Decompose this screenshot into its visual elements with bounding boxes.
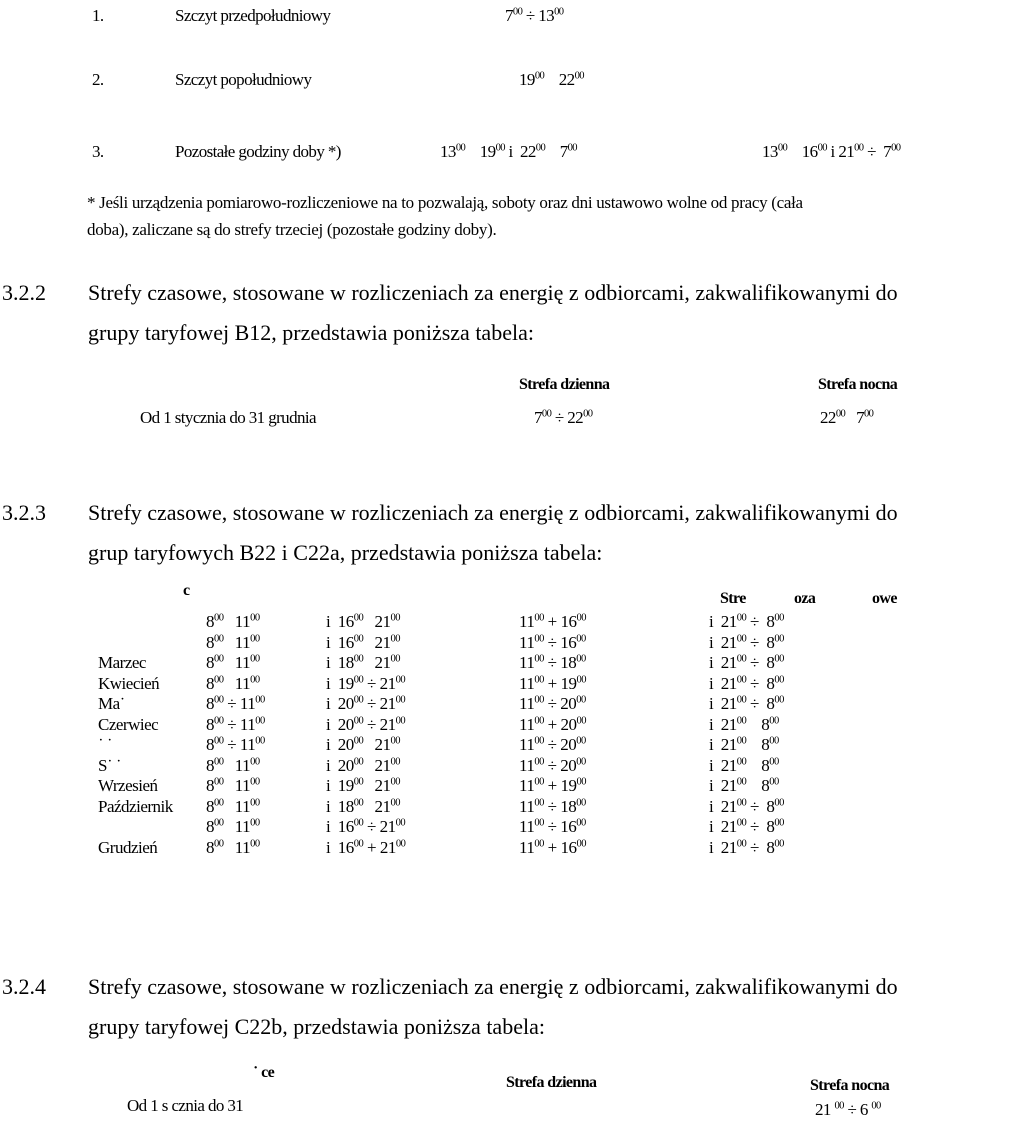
zone-b-cell: i $19^{00}$ $21^{00}$	[326, 776, 401, 796]
zone-d-cell: i $21^{00} \div 8^{00}$	[709, 796, 784, 816]
zone-c-cell: $11^{00} + 19^{00}$	[519, 776, 587, 796]
zone-a-cell: $8^{00}$ $11^{00}$	[206, 653, 260, 673]
zone-c-cell: $11^{00} \div 18^{00}$	[519, 796, 586, 816]
row-number: 2.	[92, 70, 104, 89]
table-row	[98, 756, 839, 777]
column-header-day: Strefa dzienna	[506, 1074, 597, 1091]
zone-d-cell: i $21^{00} \div 8^{00}$	[709, 694, 784, 714]
row-label: Szczyt popołudniowy	[175, 70, 312, 89]
zone-a-cell: $8^{00}$ $11^{00}$	[206, 817, 260, 837]
day-zone-hours: $7^{00} \div 22^{00}$	[534, 408, 593, 427]
zone-a-cell: $8^{00}$ $11^{00}$	[206, 776, 260, 796]
footnote-line-2: doba), zaliczane są do strefy trzeciej (pozostałe godziny doby).	[87, 220, 497, 239]
section-text-line-1: Strefy czasowe, stosowane w rozliczeniach za energię z odbiorcami, zakwalifikowanymi do	[88, 280, 898, 305]
summer-hours: $19^{00}$ $22^{00}$	[519, 70, 584, 89]
table-row	[98, 694, 839, 715]
night-zone-hours: $22^{00}$ $7^{00}$	[820, 408, 874, 427]
table-row	[98, 612, 839, 633]
zone-d-cell: i $21^{00} \div 8^{00}$	[709, 612, 784, 632]
winter-hours: $13^{00}$ $16^{00}$ i $21^{00} \div 7^{00}$	[762, 142, 901, 161]
zone-c-cell: $11^{00} \div 16^{00}$	[519, 817, 586, 837]
zone-a-cell: $8^{00}$ $11^{00}$	[206, 796, 260, 816]
table-row	[98, 797, 839, 818]
month-cell: Grudzień	[98, 837, 158, 857]
zone-b-cell: i $18^{00}$ $21^{00}$	[326, 796, 401, 816]
zone-a-cell: $8^{00}$ $11^{00}$	[206, 673, 260, 693]
table-row	[98, 735, 839, 756]
zone-b-cell: i $16^{00} + 21^{00}$	[326, 837, 406, 857]
zone-c-cell: $11^{00} \div 20^{00}$	[519, 755, 586, 775]
column-header-left: c	[183, 582, 190, 599]
monthly-zones-table	[98, 612, 839, 858]
month-cell	[98, 633, 206, 654]
row-label: Od 1 s cznia do 31	[127, 1096, 244, 1115]
zone-d-cell: i $21^{00} \div 8^{00}$	[709, 817, 784, 837]
zone-b-cell: i $16^{00}$ $21^{00}$	[326, 612, 401, 632]
month-cell: Październik	[98, 796, 173, 816]
column-header-oza: oza	[794, 590, 816, 607]
zone-c-cell: $11^{00} \div 20^{00}$	[519, 735, 586, 755]
zone-a-cell: $8^{00} \div 11^{00}$	[206, 694, 265, 714]
zone-d-cell: i $21^{00} \div 8^{00}$	[709, 837, 784, 857]
column-header-night: Strefa nocna	[810, 1077, 890, 1094]
table-row	[98, 633, 839, 654]
column-header-stre: Stre	[720, 590, 746, 607]
month-cell: ˙ ˙	[98, 735, 113, 755]
month-cell: Kwiecień	[98, 673, 160, 693]
column-header-left: ˙ ce	[253, 1064, 275, 1081]
zone-b-cell: i $20^{00} \div 21^{00}$	[326, 694, 406, 714]
zone-a-cell: $8^{00}$ $11^{00}$	[206, 612, 260, 632]
summer-hours: $7^{00} \div 13^{00}$	[505, 6, 564, 25]
zone-b-cell: i $20^{00}$ $21^{00}$	[326, 755, 401, 775]
zone-b-cell: i $18^{00}$ $21^{00}$	[326, 653, 401, 673]
zone-b-cell: i $16^{00} \div 21^{00}$	[326, 817, 406, 837]
section-text-line-1: Strefy czasowe, stosowane w rozliczeniach za energię z odbiorcami, zakwalifikowanymi do	[88, 500, 898, 525]
column-header-night: Strefa nocna	[818, 376, 898, 393]
month-cell: Czerwiec	[98, 714, 159, 734]
zone-a-cell: $8^{00}$ $11^{00}$	[206, 632, 260, 652]
zone-c-cell: $11^{00} + 19^{00}$	[519, 673, 587, 693]
table-row	[98, 817, 839, 838]
column-header-day: Strefa dzienna	[519, 376, 610, 393]
table-row	[98, 715, 839, 736]
zone-c-cell: $11^{00} \div 18^{00}$	[519, 653, 586, 673]
month-cell: Ma˙	[98, 694, 125, 714]
zone-a-cell: $8^{00} \div 11^{00}$	[206, 714, 265, 734]
table-row	[98, 776, 839, 797]
table-row	[98, 653, 839, 674]
row-number: 1.	[92, 6, 104, 25]
zone-d-cell: i $21^{00} \div 8^{00}$	[709, 653, 784, 673]
zone-c-cell: $11^{00} \div 16^{00}$	[519, 632, 586, 652]
summer-hours: $13^{00}$ $19^{00}$ i $22^{00}$ $7^{00}$	[440, 142, 577, 161]
table-row	[98, 838, 839, 859]
zone-a-cell: $8^{00}$ $11^{00}$	[206, 837, 260, 857]
footnote-line-1: * Jeśli urządzenia pomiarowo-rozliczeniowe na to pozwalają, soboty oraz dni ustawowo wolne od pracy (cała	[87, 193, 803, 212]
zone-c-cell: $11^{00} \div 20^{00}$	[519, 694, 586, 714]
zone-a-cell: $8^{00} \div 11^{00}$	[206, 735, 265, 755]
row-label: Pozostałe godziny doby *)	[175, 142, 341, 161]
month-cell: S˙ ˙	[98, 755, 122, 775]
row-label: Od 1 stycznia do 31 grudnia	[140, 408, 316, 427]
zone-d-cell: i $21^{00}$ $8^{00}$	[709, 776, 779, 796]
zone-b-cell: i $20^{00} \div 21^{00}$	[326, 714, 406, 734]
row-number: 3.	[92, 142, 104, 161]
zone-d-cell: i $21^{00}$ $8^{00}$	[709, 735, 779, 755]
section-text-line-2: grupy taryfowej C22b, przedstawia poniższa tabela:	[88, 1014, 545, 1039]
zone-d-cell: i $21^{00}$ $8^{00}$	[709, 755, 779, 775]
table-row	[98, 674, 839, 695]
column-header-owe: owe	[872, 590, 897, 607]
zone-b-cell: i $19^{00} \div 21^{00}$	[326, 673, 406, 693]
zone-b-cell: i $20^{00}$ $21^{00}$	[326, 735, 401, 755]
night-zone-hours: 21 $^{00}$ ÷ 6 $^{00}$	[815, 1100, 881, 1119]
month-cell: Marzec	[98, 653, 146, 673]
zone-b-cell: i $16^{00}$ $21^{00}$	[326, 632, 401, 652]
section-text-line-1: Strefy czasowe, stosowane w rozliczeniach za energię z odbiorcami, zakwalifikowanymi do	[88, 974, 898, 999]
section-text-line-2: grupy taryfowej B12, przedstawia poniższa tabela:	[88, 320, 534, 345]
section-number: 3.2.2	[2, 280, 46, 305]
zone-d-cell: i $21^{00}$ $8^{00}$	[709, 714, 779, 734]
zone-c-cell: $11^{00} + 16^{00}$	[519, 837, 587, 857]
month-cell: Wrzesień	[98, 776, 158, 796]
zone-d-cell: i $21^{00} \div 8^{00}$	[709, 673, 784, 693]
zone-d-cell: i $21^{00} \div 8^{00}$	[709, 632, 784, 652]
month-cell	[98, 817, 206, 838]
section-number: 3.2.3	[2, 500, 46, 525]
section-text-line-2: grup taryfowych B22 i C22a, przedstawia poniższa tabela:	[88, 540, 603, 565]
zone-c-cell: $11^{00} + 16^{00}$	[519, 612, 587, 632]
month-cell	[98, 612, 206, 633]
zone-c-cell: $11^{00} + 20^{00}$	[519, 714, 587, 734]
row-label: Szczyt przedpołudniowy	[175, 6, 331, 25]
section-number: 3.2.4	[2, 974, 46, 999]
zone-a-cell: $8^{00}$ $11^{00}$	[206, 755, 260, 775]
